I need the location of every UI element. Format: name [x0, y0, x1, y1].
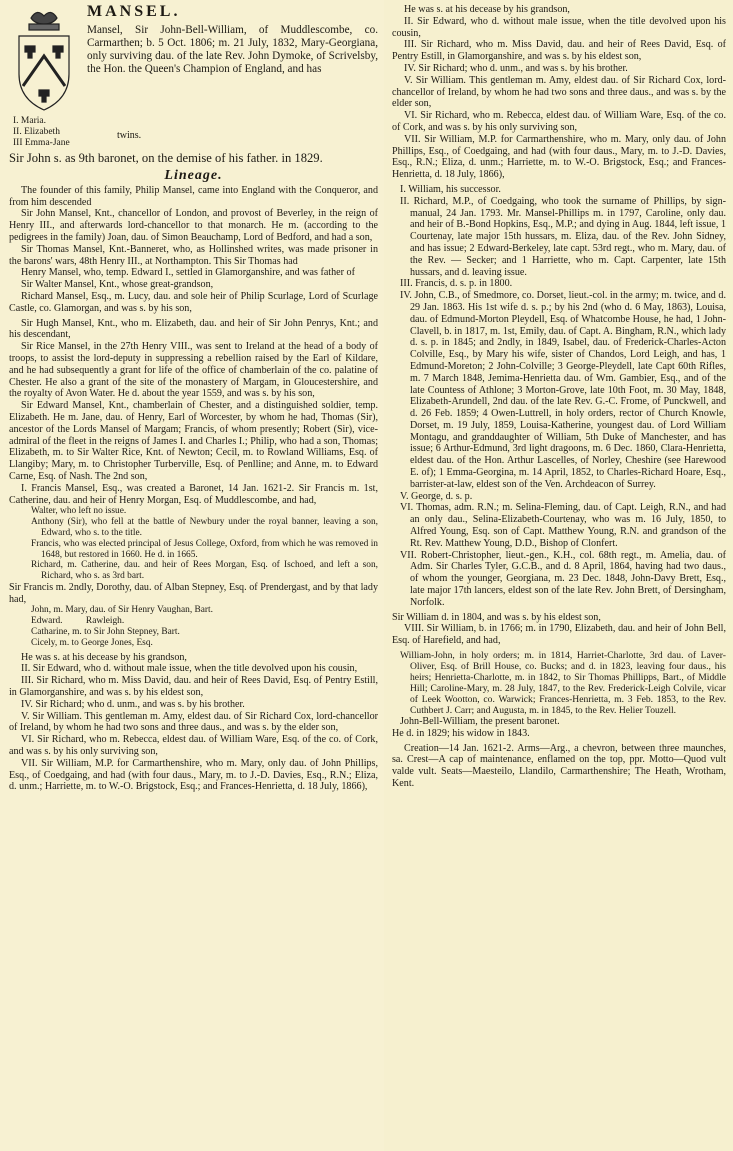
child-item: I. Maria. [13, 116, 46, 126]
son-item: I. William, his successor. [400, 183, 501, 195]
lineage-paragraph: VII. Sir William, M.P. for Carmarthenshire, who m. Mary, only dau. of John Phillips, Esq., of Coedgaing, and had (with four daus., Mary, m. to J.-D. Davies, Esq., R.N.; Eliza, d. unm.; Harriette, m. to W.-O. Brigstock, Esq.; and Frances-Henrietta, d. 18 July, 1866), [392, 133, 726, 181]
lineage-paragraph: VII. Sir William, M.P. for Carmarthenshire, who m. Mary, only dau. of John Phillips, Esq., of Coedgaing, and had (with four daus., Mary, m. to J.-D. Davies, Esq., R.N.; Eliza, d. unm.; Harriette, m. to W.-O. Brigstock, Esq.; and Frances-Henrietta, d. 18 July, 1866), [9, 757, 378, 793]
children-list [13, 116, 378, 149]
right-column [384, 0, 733, 1151]
child-item: III Emma-Jane [13, 138, 70, 148]
entry-header [9, 4, 378, 114]
son-item: IV. John, C.B., of Smedmore, co. Dorset, lieut.-col. in the army; m. twice, and d. 29 Jan. 1863. His 1st wife d. s. p.; by his 2nd (who d. 6 May, 1863), Louisa, dau. of Edmund-Morton Pleydell, Esq. of Whatcombe House, he had, 1 John-Clavell, b. in 1817, m. 1st, Emily, dau. of Capt. A. Bingham, R.N., which lady d. s. p. in 1845; and 2ndly, in 1849, Isabel, dau. of Frederick-Charles-Acton Colville, Esq., by Mary his wife, sister of Chandos, Lord Leigh, and has, 1 Edmund-Moreton; 2 John-Colville; 3 George-Pleydell, late Capt 60th Rifles, m. 7 March 1848, Jemima-Henrietta dau. of Wm. Gambier, Esq., and of the late Countess of Athlone; 3 Morton-Grove, late 10th Foot, m. 30 May, 1848, Elizabeth-Arundell, 2nd dau. of the late Rev. G.-C. Frome, of Punckwell, and d. 26 Feb. 1859; 4 Owen-Luttrell, in holy orders, rector of Church Knowle, Dorset, m. 19 July, 1859, Louisa-Katherine, youngest dau. of Lord William Montagu, and granddaughter of William, 5th Duke of Manchester, and has issue; 6 Arthur-Edmund, 3rd light dragoons, m. 6 Dec. 1860, Clara-Henrietta, eldest dau. of the Hon. Arthur Lascelles, of Norley, Cheshire (see Harewood E. of); 1 Emma-Georgina, m. 14 April, 1852, to Charles-Richard Hoare, Esq., barrister-at-law, eldest son of the Ven. Archdeacon of Surrey. [400, 290, 726, 490]
son-item: V. George, d. s. p. [400, 490, 473, 502]
twins-note: twins. [117, 130, 142, 141]
son-item: III. Francis, d. s. p. in 1800. [400, 278, 513, 290]
present-baronet: John-Bell-William, the present baronet. [400, 716, 560, 728]
lineage-paragraph: V. Sir William. This gentleman m. Amy, eldest dau. of Sir Richard Cox, lord-chancellor of Ireland, by whom he had two sons and three daus., and was s. by the elder son, [9, 710, 378, 734]
lineage-paragraph: II. Sir Edward, who d. without male issue, when the title devolved upon his cousin, [392, 15, 726, 39]
son-item: II. Richard, M.P., of Coedgaing, who took the surname of Phillips, by sign-manual, 24 Jan. 1793. Mr. Mansel-Phillips m. in 1797, Caroline, only dau. and heir of B.-Bond Hopkins, Esq., M.P.; and dying in Aug. 1844, left issue, 1 Courtenay, late major 15th hussars, m. Eliza, dau. of the Rev. John Sidney, and has issue; 2 Edward-Berkeley, late capt. 53rd regt., who m. Mary, dau. of the Rev. — Secker; and 1 Harriette, who m. Capt. Carpenter, late 15th hussars, and d. leaving issue. [400, 195, 726, 278]
death-line: He d. in 1829; his widow in 1843. [392, 727, 530, 739]
lineage-paragraph: He was s. at his decease by his grandson, [404, 4, 570, 15]
issue-item: Catharine, m. to Sir John Stepney, Bart. [31, 627, 180, 638]
footer-arms: Creation—14 Jan. 1621-2. Arms—Arg., a chevron, between three maunches, sa. Crest—A cap of maintenance, enflamed on the top, ppr. Motto—Quod vult valde vult. Seats—Maesteilo, Llandilo, Carmarthenshire; The Heath, Wrotham, Kent. [392, 742, 726, 790]
lineage-paragraph: Henry Mansel, who, temp. Edward I., settled in Glamorganshire, and was father of [21, 267, 355, 279]
coat-of-arms-icon [9, 4, 79, 114]
issue-item: Anthony (Sir), who fell at the battle of Newbury under the royal banner, leaving a son, Edward, who s. to the title. [31, 517, 378, 538]
lineage-heading: Lineage. [164, 168, 223, 183]
lineage-paragraph: Sir Francis m. 2ndly, Dorothy, dau. of Alban Stepney, Esq. of Prendergast, and by that lady had, [9, 581, 378, 605]
son-item: VI. Thomas, adm. R.N.; m. Selina-Fleming, dau. of Capt. Leigh, R.N., and had an only dau., Selina-Elizabeth-Courtenay, who was m. 16 July, 1850, to Alfred Young, Esq. son of Capt. Matthew Young, R.N. and grandson of the Rt. Rev. Matthew Young, D.D., Bishop of Clonfert. [400, 502, 726, 549]
lineage-paragraph: He was s. at his decease by his grandson, [21, 651, 187, 663]
lineage-paragraph: Sir Hugh Mansel, Knt., who m. Elizabeth, dau. and heir of Sir John Penrys, Knt.; and his descendant, [9, 317, 378, 341]
issue-item: Walter, who left no issue. [31, 506, 127, 517]
lineage-paragraph: VI. Sir Richard, who m. Rebecca, eldest dau. of William Ware, Esq. of the co. of Cork, and was s. by his only surviving son, [9, 734, 378, 758]
issue-item: Cicely, m. to George Jones, Esq. [31, 637, 153, 648]
lineage-paragraph: V. Sir William. This gentleman m. Amy, eldest dau. of Sir Richard Cox, lord-chancellor of Ireland, by whom he had two sons and three daus., and was s. by the elder son, [392, 74, 726, 110]
lineage-paragraph: VI. Sir Richard, who m. Rebecca, eldest dau. of William Ware, Esq. of the co. of Cork, and was s. by his only surviving son, [392, 110, 726, 133]
lineage-paragraph: IV. Sir Richard; who d. unm., and was s. by his brother. [404, 62, 628, 74]
lineage-paragraph: Richard Mansel, Esq., m. Lucy, dau. and sole heir of Philip Scurlage, Lord of Scurlage Castle, co. Glamorgan, and was s. by his son, [9, 290, 378, 314]
lineage-paragraph: IV. Sir Richard; who d. unm., and was s. by his brother. [21, 698, 245, 710]
son-item: VII. Robert-Christopher, lieut.-gen., K.H., col. 68th regt., m. Amelia, dau. of Adm. Sir Charles Tyler, G.C.B., and d. 8 April, 1864, having had two daus., of whom the younger, Georgiana, m. 23 Dec. 1848, John-Davy Brett, Esq., late major 17th lancers, eldest son of the late Rev. John Brett, of Dersingham, Norfolk. [400, 549, 726, 608]
lineage-paragraph: Sir Thomas Mansel, Knt.-Banneret, who, as Hollinshed writes, was made prisoner in the barons' wars, 48th Henry III., at Northampton. This Sir Thomas had [9, 243, 378, 267]
issue-item: Richard, m. Catherine, dau. and heir of Rees Morgan, Esq. of Ischoed, and left a son, Richard, who s. as 3rd bart. [31, 560, 378, 582]
lineage-paragraph: The founder of this family, Philip Mansel, came into England with the Conqueror, and from him descended [9, 184, 378, 208]
child-item: II. Elizabeth [13, 127, 60, 137]
lineage-paragraph: III. Sir Richard, who m. Miss David, dau. and heir of Rees David, Esq. of Pentry Estill, in Glamorganshire, and was s. by his eldest son, [9, 675, 378, 699]
surname-heading: MANSEL. [87, 3, 181, 20]
intro-paragraph: Mansel, Sir John-Bell-William, of Muddlescombe, co. Carmarthen; b. 5 Oct. 1806; m. 21 July, 1832, Mary-Georgiana, only surviving dau. of the late Rev. John Dymoke, of Scrivelsby, the Hon. the Queen's Champion of England, and has [87, 23, 378, 76]
lineage-paragraph: Sir Rice Mansel, in the 27th Henry VIII., was sent to Ireland at the head of a body of troops, to assist the lord-deputy in suppressing a rebellion raised by the Earl of Kildare, and he had subsequently a grant for life of the office of chamberlain of the co. palatine of Chester. He also a grant of the site of the monastery of Margam, in Gloucestershire, and the royalty of Avon Water. He d. about the year 1559, and was s. by his son, [9, 341, 378, 400]
issue-item: John, m. Mary, dau. of Sir Henry Vaughan, Bart. [31, 605, 213, 616]
lineage-paragraph: I. Francis Mansel, Esq., was created a Baronet, 14 Jan. 1621-2. Sir Francis m. 1st, Catherine, dau. and heir of Henry Morgan, Esq. of Muddlescombe, and had, [9, 482, 378, 506]
lineage-paragraph: II. Sir Edward, who d. without male issue, when the title devolved upon his cousin, [21, 663, 358, 675]
lineage-paragraph: Sir Edward Mansel, Knt., chamberlain of Chester, and a distinguished soldier, temp. Elizabeth. He m. Jane, dau. of Henry, Earl of Worcester, by whom he had, Thomas (Sir), ancestor of the Lords Mansel of Margam; Francis, of whom presently; Robert (Sir), vice-admiral of the fleet in the reigns of James I. and Charles I.; Philip, who had a son, Thomas; Elizabeth, m. to Sir Walter Rice, Knt. of Newton; Cecil, m. to Rowland Williams, Esq. of Llangiby; Mary, m. to Christopher Turberville, Esq. of Penlline; and Anne, m. to Edward Carne, Esq. of Nash. The 2nd son, [9, 400, 378, 482]
succession-line: Sir John s. as 9th baronet, on the demise of his father. in 1829. [9, 151, 323, 165]
lineage-paragraph: Sir Walter Mansel, Knt., whose great-grandson, [21, 279, 214, 291]
lineage-paragraph: Sir William d. in 1804, and was s. by his eldest son, [392, 611, 601, 623]
issue-item: Edward. Rawleigh. [31, 616, 125, 627]
issue-item: William-John, in holy orders; m. in 1814, Harriet-Charlotte, 3rd dau. of Laver-Oliver, Esq. of Brill House, co. Bucks; and d. in 1823, leaving four daus., his heirs; Henrietta-Charlotte, m. in 1842, to Sir Thomas Phillipps, Bart., of Middle Hill; Caroline-Mary, m. 28 July, 1847, to the Rev. Frederick-Leigh Colvile, vicar of Leek Wootton, co. Warwick; Frances-Henrietta, m. 3 Feb. 1853, to the Rev. Cuthbert J. Carr; and Augusta, m. in 1845, to the Rev. Helier Touzell. [400, 650, 726, 717]
lineage-paragraph: VIII. Sir William, b. in 1766; m. in 1790, Elizabeth, dau. and heir of John Bell, Esq. of Harefield, and had, [392, 623, 726, 647]
lineage-paragraph: Sir John Mansel, Knt., chancellor of London, and provost of Beverley, in the reign of Henry III., and afterwards lord-chancellor to that monarch. He m. (according to the pedigrees in the family) Joan, dau. of Simon Beauchamp, Lord of Bedford, and had a son, [9, 208, 378, 243]
lineage-paragraph: III. Sir Richard, who m. Miss David, dau. and heir of Rees David, Esq. of Pentry Estill, in Glamorganshire, and was s. by his eldest son, [392, 39, 726, 63]
issue-item: Francis, who was elected principal of Jesus College, Oxford, from which he was removed in 1648, but restored in 1660. He d. in 1665. [31, 538, 378, 560]
